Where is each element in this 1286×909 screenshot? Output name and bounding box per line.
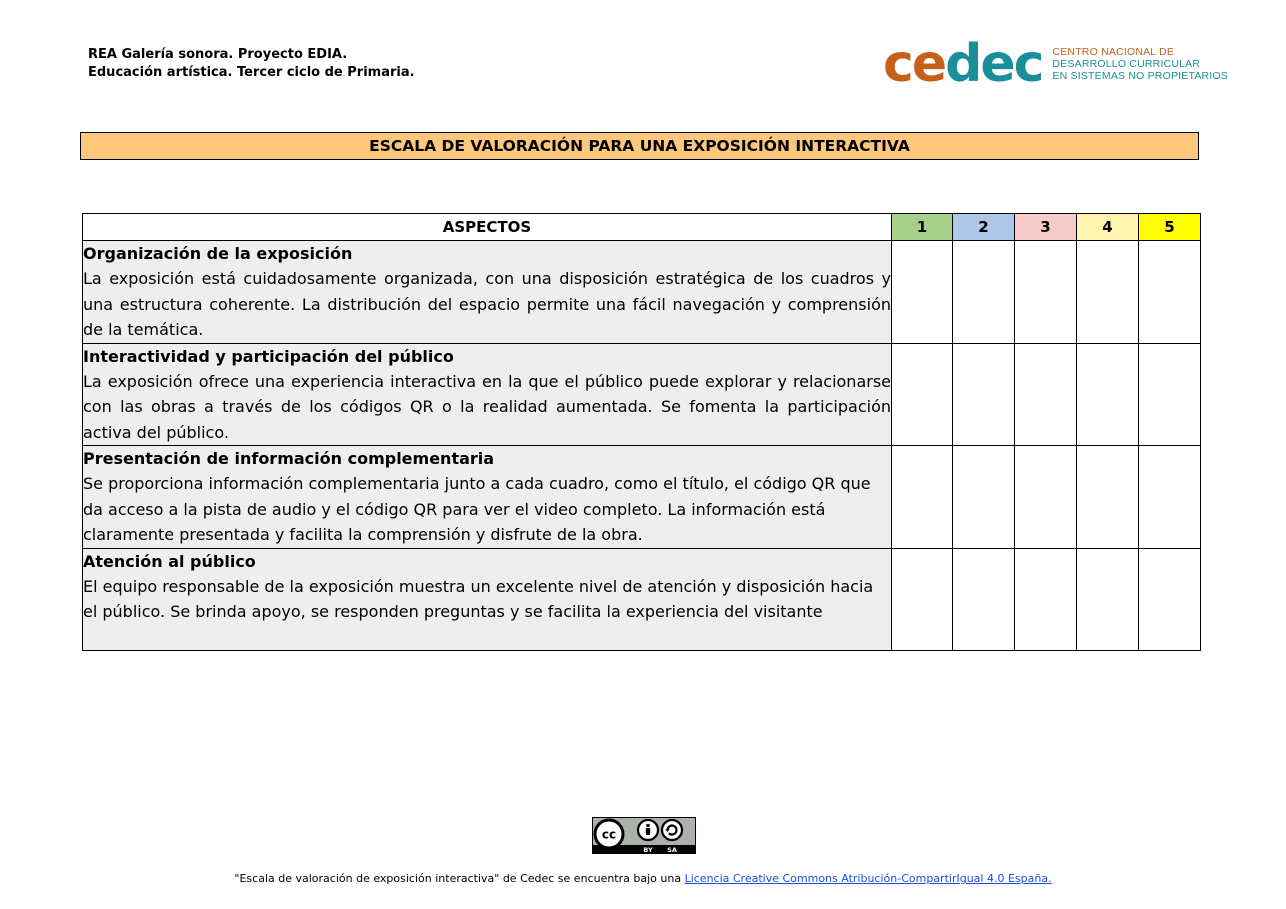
score-cell-2[interactable]: [953, 446, 1015, 549]
score-cell-5[interactable]: [1139, 548, 1201, 650]
score-cell-5[interactable]: [1139, 241, 1201, 344]
aspect-title: Interactividad y participación del público: [83, 346, 454, 366]
license-statement: "Escala de valoración de exposición interactiva" de Cedec se encuentra bajo una: [234, 872, 685, 885]
aspect-description: El equipo responsable de la exposición muestra un excelente nivel de atención y disposición hacia el público. Se brinda apoyo, se responden preguntas y se facilita la experiencia del visitante: [83, 576, 874, 621]
aspect-description: La exposición está cuidadosamente organizada, con una disposición estratégica de los cuadros y una estructura coherente. La distribución del espacio permite una fácil navegación y comprensión de la temática.: [83, 269, 891, 339]
score-cell-1[interactable]: [892, 548, 953, 650]
document-header: [88, 46, 415, 82]
cedec-logo-subtitle: [1052, 46, 1228, 82]
by-icon: [638, 820, 658, 840]
score-cell-4[interactable]: [1077, 241, 1139, 344]
table-row: [83, 241, 1201, 344]
cc-by-sa-badge: [592, 817, 696, 854]
aspect-title: Atención al público: [83, 551, 256, 571]
aspect-cell: [83, 343, 892, 446]
aspect-cell: [83, 241, 892, 344]
page-title: ESCALA DE VALORACIÓN PARA UNA EXPOSICIÓN INTERACTIVA: [80, 132, 1199, 160]
score-cell-1[interactable]: [892, 241, 953, 344]
header-line-1: REA Galería sonora. Proyecto EDIA.: [88, 47, 348, 62]
score-header-5: 5: [1139, 214, 1201, 241]
score-cell-3[interactable]: [1015, 446, 1077, 549]
score-cell-5[interactable]: [1139, 343, 1201, 446]
score-cell-4[interactable]: [1077, 343, 1139, 446]
score-header-1: 1: [892, 214, 953, 241]
table-row: [83, 343, 1201, 446]
score-cell-1[interactable]: [892, 446, 953, 549]
aspect-cell: [83, 548, 892, 650]
aspect-title: Presentación de información complementaria: [83, 449, 495, 468]
logo-subtitle-line-2: DESARROLLO CURRICULAR: [1052, 58, 1201, 70]
cedec-logo: [883, 34, 1228, 94]
score-cell-4[interactable]: [1077, 548, 1139, 650]
score-header-4: 4: [1077, 214, 1139, 241]
score-cell-5[interactable]: [1139, 446, 1201, 549]
logo-subtitle-line-1: CENTRO NACIONAL DE: [1052, 46, 1175, 58]
header-line-2: Educación artística. Tercer ciclo de Primaria.: [88, 65, 415, 80]
table-header-row: [83, 214, 1201, 241]
score-cell-2[interactable]: [953, 343, 1015, 446]
score-cell-3[interactable]: [1015, 343, 1077, 446]
score-cell-1[interactable]: [892, 343, 953, 446]
license-footer: [0, 872, 1286, 885]
logo-subtitle-line-3: EN SISTEMAS NO PROPIETARIOS: [1052, 70, 1228, 82]
score-cell-3[interactable]: [1015, 548, 1077, 650]
cedec-logo-word: cedec: [883, 34, 1043, 94]
score-header-2: 2: [953, 214, 1015, 241]
table-row: [83, 446, 1201, 549]
score-cell-3[interactable]: [1015, 241, 1077, 344]
score-cell-2[interactable]: [953, 241, 1015, 344]
sa-icon: [662, 820, 682, 840]
aspects-header: ASPECTOS: [83, 214, 892, 241]
table-row: [83, 548, 1201, 650]
aspect-description: La exposición ofrece una experiencia interactiva en la que el público puede explorar y relacionarse con las obras a través de los códigos QR o la realidad aumentada. Se fomenta la participación activa del público.: [83, 371, 891, 442]
score-header-3: 3: [1015, 214, 1077, 241]
aspect-cell: [83, 446, 892, 549]
cc-icon: [595, 820, 623, 848]
by-label: BY: [643, 846, 653, 854]
sa-label: SA: [667, 846, 677, 854]
rating-scale-table: [82, 213, 1201, 651]
aspect-title: Organización de la exposición: [83, 244, 353, 263]
score-cell-2[interactable]: [953, 548, 1015, 650]
score-cell-4[interactable]: [1077, 446, 1139, 549]
svg-text:cc: cc: [601, 827, 617, 842]
aspect-description: Se proporciona información complementaria junto a cada cuadro, como el título, el código QR que da acceso a la pista de audio y el código QR para ver el video completo. La información está claramente presentada y facilita la comprensión y disfrute de la obra.: [83, 474, 871, 544]
license-link[interactable]: Licencia Creative Commons Atribución-CompartirIgual 4.0 España.: [684, 872, 1052, 885]
